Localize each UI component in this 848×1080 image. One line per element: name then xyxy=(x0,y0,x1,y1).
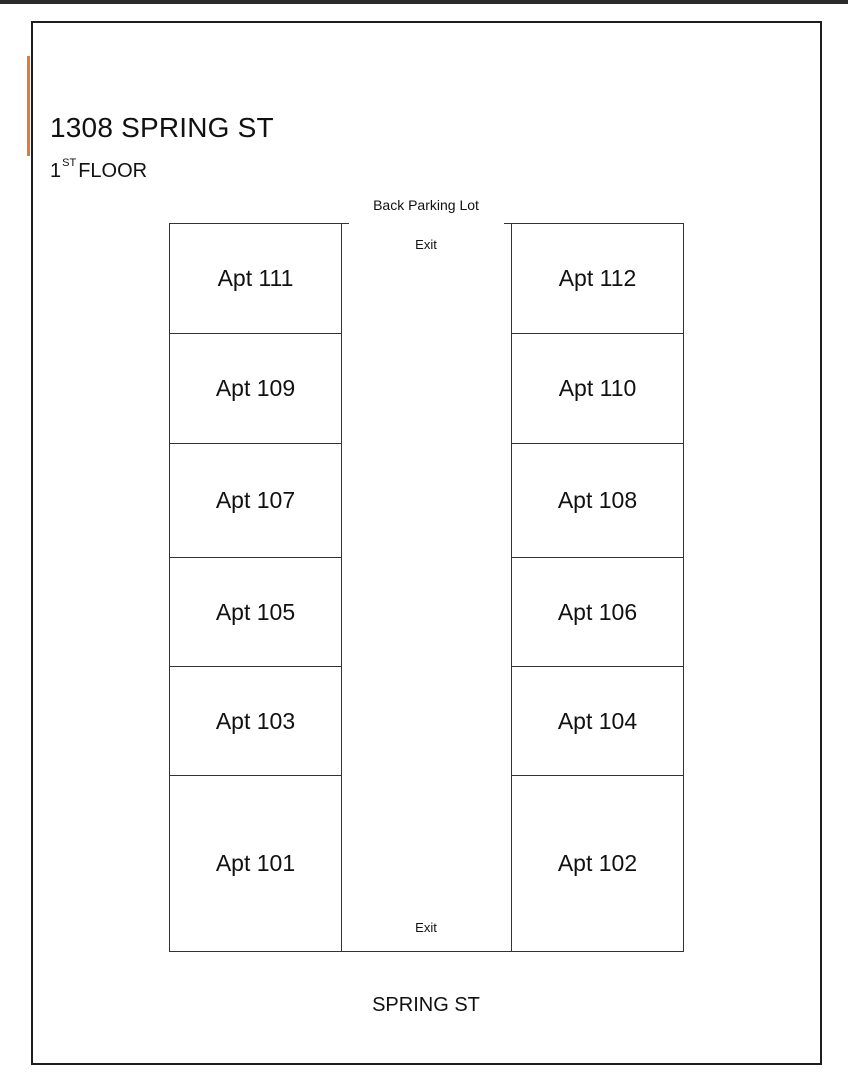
unit-apt-104 xyxy=(511,666,684,776)
unit-apt-105 xyxy=(169,557,342,667)
hallway-bottom-wall xyxy=(341,951,512,952)
unit-label: Apt 109 xyxy=(215,375,296,401)
unit-label: Apt 108 xyxy=(557,487,638,513)
unit-apt-109 xyxy=(169,333,342,444)
unit-apt-108 xyxy=(511,443,684,558)
unit-apt-106 xyxy=(511,557,684,667)
unit-apt-111 xyxy=(169,223,342,334)
floor-suffix: ST xyxy=(62,157,77,169)
unit-label: Apt 112 xyxy=(558,265,637,291)
unit-label: Apt 101 xyxy=(215,850,296,876)
street-label: SPRING ST xyxy=(372,994,480,1016)
unit-label: Apt 111 xyxy=(217,265,294,291)
back-parking-lot-label: Back Parking Lot xyxy=(373,197,479,213)
floor-number: 1 xyxy=(50,160,62,182)
unit-apt-112 xyxy=(511,223,684,334)
unit-apt-102 xyxy=(511,775,684,952)
exit-bottom-label: Exit xyxy=(415,920,437,935)
exit-top-label: Exit xyxy=(415,237,437,252)
unit-apt-103 xyxy=(169,666,342,776)
unit-label: Apt 105 xyxy=(215,598,296,625)
accent-bar xyxy=(27,56,30,156)
unit-label: Apt 110 xyxy=(558,375,637,401)
unit-label: Apt 106 xyxy=(557,598,638,625)
top-border xyxy=(0,0,848,4)
unit-label: Apt 104 xyxy=(557,707,638,734)
unit-label: Apt 107 xyxy=(215,487,296,513)
unit-label: Apt 103 xyxy=(215,707,296,734)
unit-label: Apt 102 xyxy=(557,850,638,876)
building-title: 1308 SPRING ST xyxy=(50,112,274,143)
page-frame xyxy=(31,21,822,1065)
floor-label xyxy=(50,157,148,183)
floor-word: FLOOR xyxy=(78,160,148,182)
unit-apt-107 xyxy=(169,443,342,558)
hallway-cap-left xyxy=(341,223,349,224)
unit-apt-110 xyxy=(511,333,684,444)
unit-apt-101 xyxy=(169,775,342,952)
